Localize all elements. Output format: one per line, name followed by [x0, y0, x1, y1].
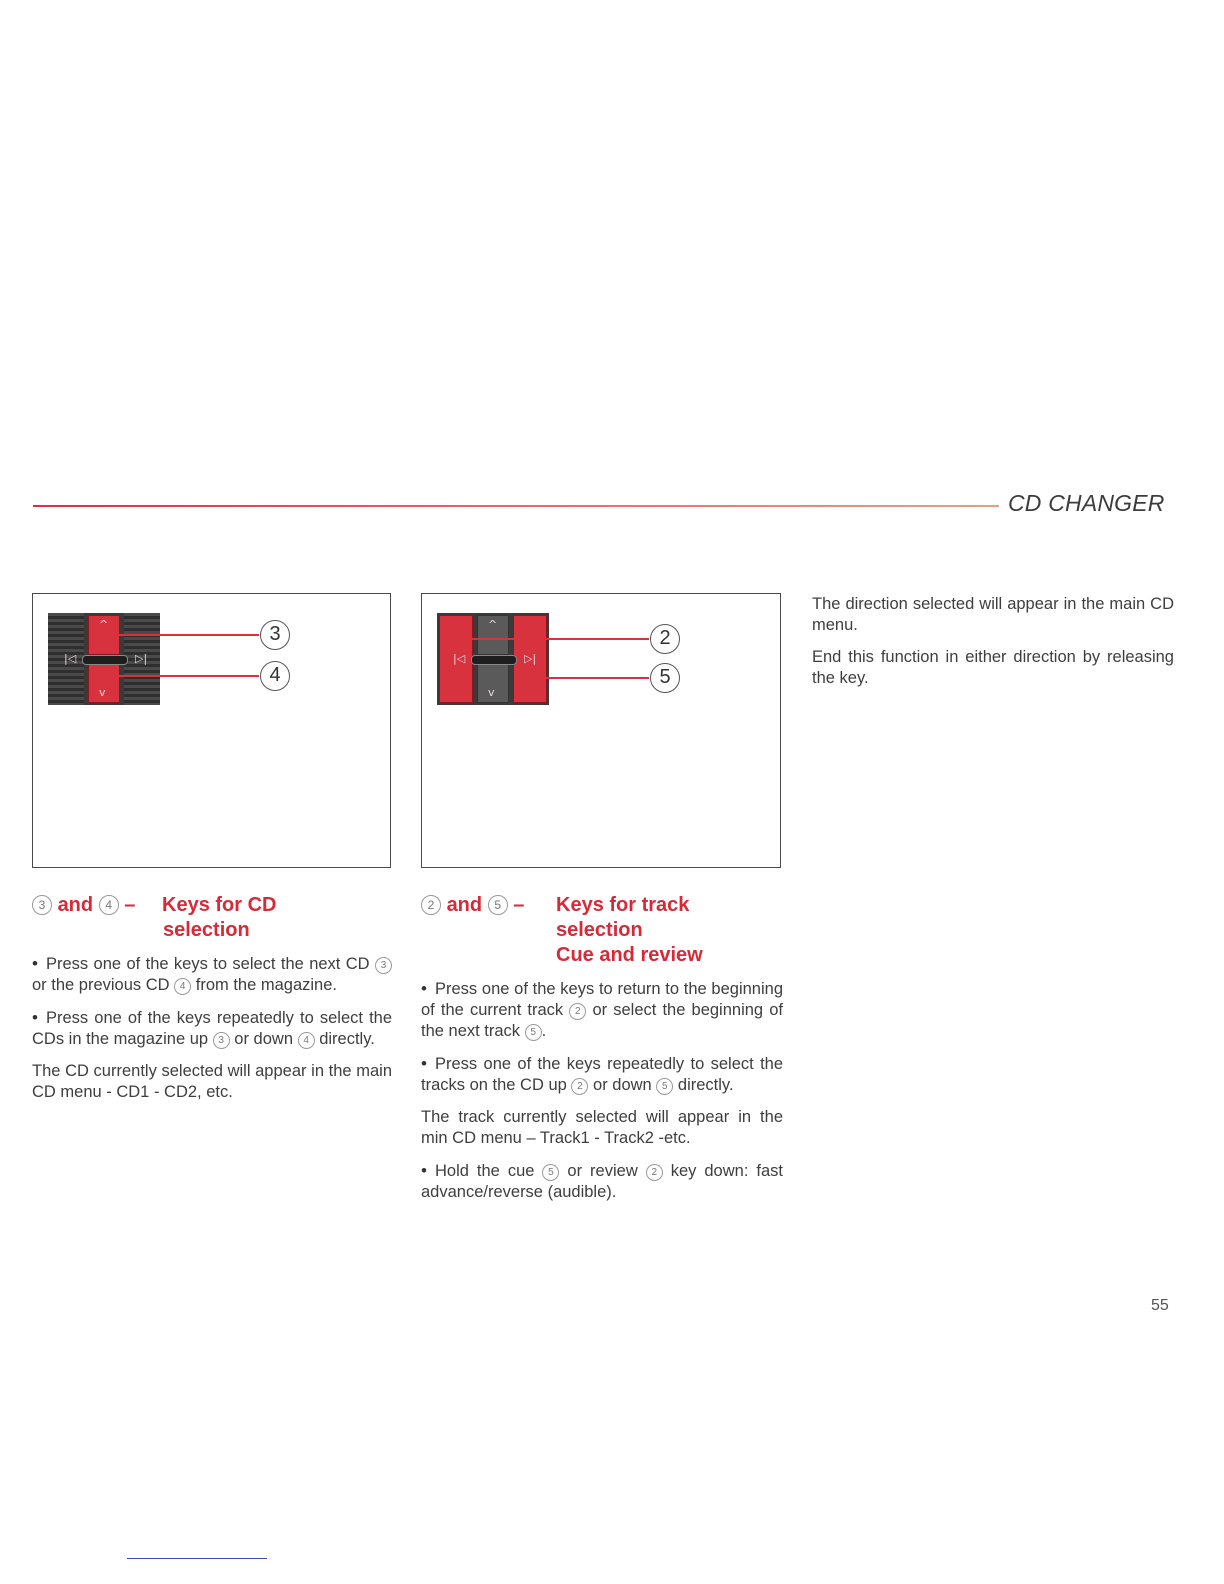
heading-dash: – [124, 894, 136, 916]
heading-dash: – [513, 894, 525, 916]
paragraph-select-next-previous: • Press one of the keys to select the next CD 3 or the previous CD 4 from the magazine. [32, 953, 392, 996]
heading-and: and [57, 894, 94, 916]
previous-icon: |◁ [453, 652, 466, 665]
paragraph-track-display: The track currently selected will appear in the min CD menu – Track1 - Track2 -etc. [421, 1108, 783, 1147]
column-direction-notes [812, 594, 1174, 700]
paragraph-end-function: End this function in either direction by releasing the key. [812, 648, 1174, 687]
callout-2: 2 [650, 624, 680, 654]
ref-circle-4: 4 [99, 895, 119, 915]
heading-line1: Keys for CD [162, 894, 277, 916]
down-arrow-icon: v [488, 686, 495, 699]
panel-divider-bar [471, 655, 517, 665]
heading-line3: Cue and review [556, 944, 703, 966]
heading-line2: selection [556, 919, 643, 941]
next-icon: ▷| [524, 652, 537, 665]
ref-circle-5: 5 [525, 1024, 542, 1041]
section-title: CD CHANGER [1008, 490, 1165, 516]
control-panel-illustration [48, 613, 160, 705]
paragraph-direction-display: The direction selected will appear in the main CD menu. [812, 595, 1174, 634]
callout-line-3 [105, 634, 259, 636]
heading-line1: Keys for track [556, 894, 690, 916]
callout-3: 3 [260, 620, 290, 650]
ref-circle-2: 2 [646, 1164, 663, 1181]
ref-circle-5: 5 [488, 895, 508, 915]
callout-line-2 [462, 638, 649, 640]
heading-lead [32, 893, 135, 918]
figure-track-selection-keys [421, 593, 781, 868]
figure-cd-selection-keys [32, 593, 391, 868]
ref-circle-3: 3 [213, 1032, 230, 1049]
ref-circle-3: 3 [375, 957, 392, 974]
ref-circle-4: 4 [174, 978, 191, 995]
paragraph-select-repeatedly: • Press one of the keys repeatedly to select the CDs in the magazine up 3 or down 4 directly. [32, 1007, 392, 1050]
previous-icon: |◁ [64, 652, 77, 665]
header-rule [33, 505, 999, 507]
callout-4: 4 [260, 661, 290, 691]
ref-circle-5: 5 [542, 1164, 559, 1181]
heading-and: and [446, 894, 483, 916]
heading-lead [421, 893, 524, 918]
next-icon: ▷| [135, 652, 148, 665]
heading-keys-for-track-selection [421, 893, 783, 968]
ref-circle-2: 2 [421, 895, 441, 915]
paragraph-cd-display: The CD currently selected will appear in the main CD menu - CD1 - CD2, etc. [32, 1062, 392, 1101]
page-number: 55 [1151, 1297, 1169, 1314]
ref-circle-2: 2 [571, 1078, 588, 1095]
ref-circle-3: 3 [32, 895, 52, 915]
ref-circle-4: 4 [298, 1032, 315, 1049]
heading-keys-for-cd-selection [32, 893, 392, 943]
down-arrow-icon: v [99, 686, 106, 699]
callout-line-4 [105, 675, 259, 677]
heading-line2: selection [163, 919, 250, 941]
paragraph-return-or-next-track: • Press one of the keys to return to the beginning of the current track 2 or select the beginning of the next track 5 . [421, 978, 783, 1042]
ref-circle-2: 2 [569, 1003, 586, 1020]
paragraph-select-tracks-repeatedly: • Press one of the keys repeatedly to select the tracks on the CD up 2 or down 5 directly. [421, 1053, 783, 1096]
column-track-selection [421, 893, 783, 1214]
footer-rule [127, 1558, 267, 1559]
ref-circle-5: 5 [656, 1078, 673, 1095]
control-panel-illustration [437, 613, 549, 705]
callout-line-5 [532, 677, 649, 679]
panel-divider-bar [82, 655, 128, 665]
up-arrow-icon: ^ [488, 618, 498, 631]
paragraph-cue-review: • Hold the cue 5 or review 2 key down: fast advance/reverse (audible). [421, 1160, 783, 1203]
callout-5: 5 [650, 663, 680, 693]
column-cd-selection [32, 893, 392, 1114]
up-arrow-icon: ^ [99, 618, 109, 631]
